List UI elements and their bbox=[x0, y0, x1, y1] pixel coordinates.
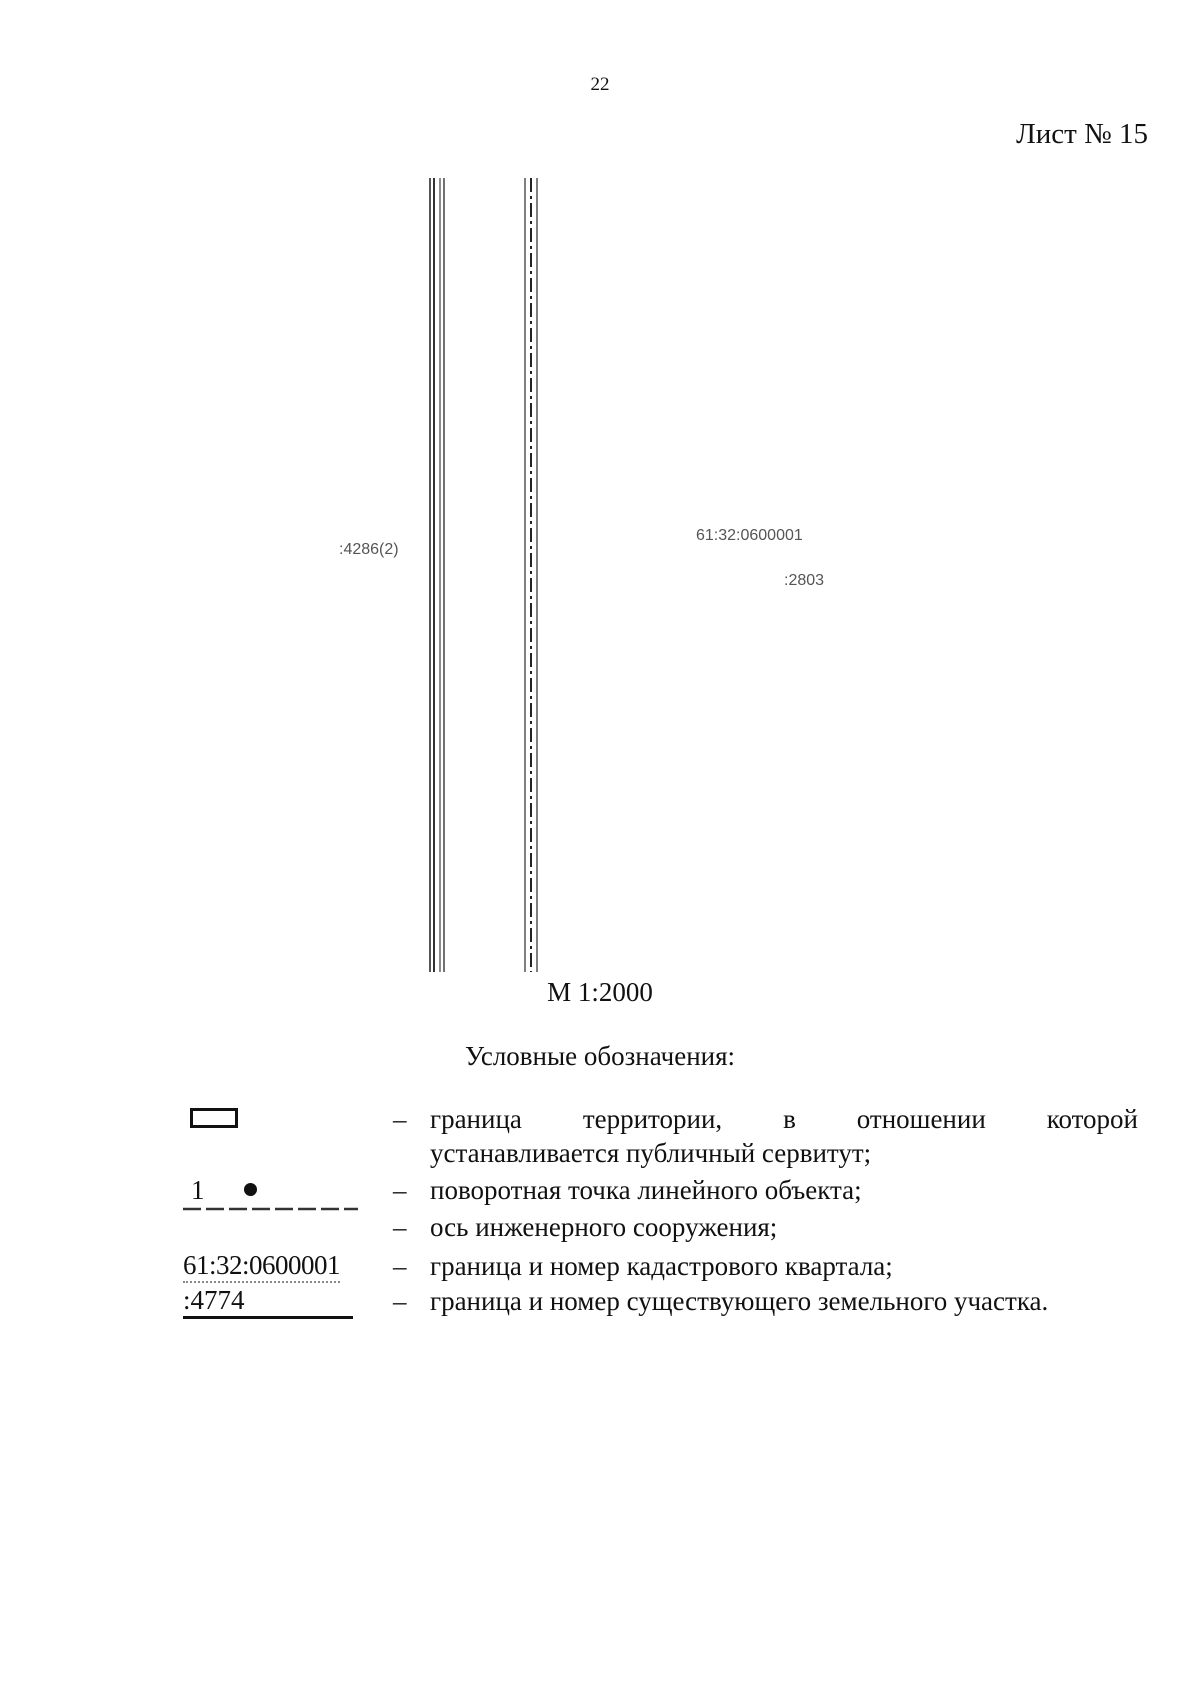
legend-text: поворотная точка линейного объекта; bbox=[430, 1175, 862, 1205]
legend-text: граница и номер существующего земельного участка. bbox=[430, 1286, 1049, 1316]
legend-dash: – bbox=[393, 1104, 407, 1134]
point-number-symbol: 1 bbox=[191, 1175, 205, 1205]
boundary-rectangle-icon bbox=[190, 1108, 240, 1130]
parcel-number-right: :2803 bbox=[784, 572, 825, 589]
legend-dash: – bbox=[393, 1286, 407, 1316]
point-dot-icon bbox=[244, 1183, 257, 1196]
legend-dash: – bbox=[393, 1251, 407, 1281]
legend-text: граница и номер кадастрового квартала; bbox=[430, 1251, 893, 1281]
quarter-number-symbol: 61:32:0600001 bbox=[183, 1249, 340, 1283]
legend-title: Условные обозначения: bbox=[464, 1041, 736, 1071]
legend-dash: – bbox=[393, 1175, 407, 1205]
legend-text: ось инженерного сооружения; bbox=[430, 1212, 778, 1242]
sheet-label: Лист № 15 bbox=[1016, 118, 1148, 150]
dashed-axis-icon bbox=[183, 1204, 358, 1214]
page-number: 22 bbox=[590, 74, 610, 95]
legend-dash: – bbox=[393, 1212, 407, 1242]
legend-text-continued: устанавливается публичный сервитут; bbox=[430, 1138, 872, 1168]
scale-label: М 1:2000 bbox=[547, 977, 653, 1007]
legend-text: граница территории, в отношении которой bbox=[430, 1104, 1138, 1134]
servitude-boundary-lines bbox=[430, 178, 444, 972]
parcel-number-symbol: :4774 bbox=[183, 1284, 353, 1319]
structure-axis-lines bbox=[525, 178, 537, 972]
parcel-number-left: :4286(2) bbox=[339, 541, 399, 558]
cadastral-quarter-number: 61:32:0600001 bbox=[696, 527, 803, 544]
